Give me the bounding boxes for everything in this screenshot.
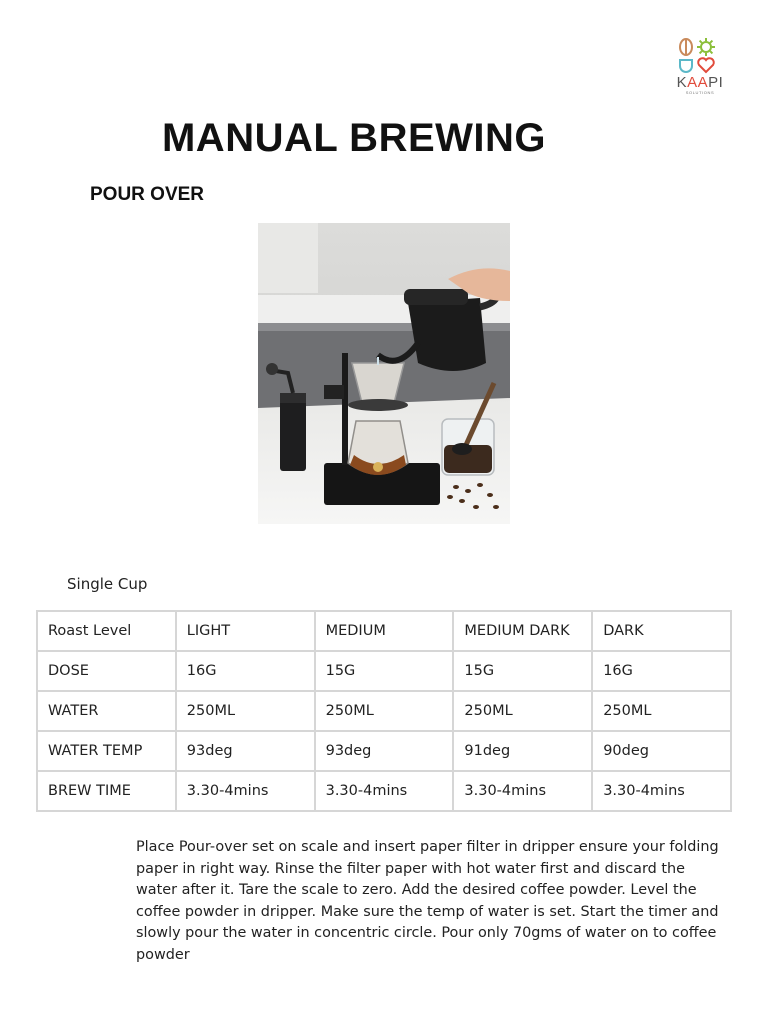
- page-title: MANUAL BREWING: [161, 116, 546, 160]
- table-cell: 93deg: [176, 731, 315, 771]
- table-cell: 3.30-4mins: [592, 771, 731, 811]
- table-cell: Roast Level: [37, 611, 176, 651]
- table-cell: 16G: [176, 651, 315, 691]
- table-cell: 15G: [453, 651, 592, 691]
- table-cell: 3.30-4mins: [453, 771, 592, 811]
- table-cell: DOSE: [37, 651, 176, 691]
- table-cell: WATER: [37, 691, 176, 731]
- logo-wordmark: KAAPI: [676, 74, 724, 91]
- table-cell: BREW TIME: [37, 771, 176, 811]
- logo-icons: [670, 34, 730, 74]
- table-cell: 15G: [315, 651, 454, 691]
- table-cell: 90deg: [592, 731, 731, 771]
- table-cell: 3.30-4mins: [315, 771, 454, 811]
- brand-logo: [670, 34, 730, 96]
- table-cell: 16G: [592, 651, 731, 691]
- brewing-instructions: Place Pour-over set on scale and insert paper filter in dripper ensure your folding paper in right way. Rinse the filter paper with hot water first and discard the water after it. Tare the scale to zero. Add the desired coffee powder. Level the coffee powder in dripper. Make sure the temp of water is set. Start the timer and slowly pour the water in concentric circle. Pour only 70gms of water on to coffee powder: [136, 839, 719, 963]
- table-cell: 91deg: [453, 731, 592, 771]
- brew-ratio-table: [36, 610, 732, 812]
- table-caption: Single Cup: [67, 575, 148, 593]
- table-cell: 3.30-4mins: [176, 771, 315, 811]
- table-row: [37, 691, 731, 731]
- table-cell: 250ML: [592, 691, 731, 731]
- table-cell: 93deg: [315, 731, 454, 771]
- table-cell: WATER TEMP: [37, 731, 176, 771]
- table-row: [37, 771, 731, 811]
- table-row: [37, 731, 731, 771]
- table-cell: 250ML: [315, 691, 454, 731]
- logo-tagline: SOLUTIONS: [685, 90, 715, 95]
- table-cell: DARK: [592, 611, 731, 651]
- table-cell: MEDIUM DARK: [453, 611, 592, 651]
- table-cell: 250ML: [176, 691, 315, 731]
- table-cell: MEDIUM: [315, 611, 454, 651]
- table-row: [37, 651, 731, 691]
- pour-over-photo: [258, 223, 510, 524]
- section-subtitle: POUR OVER: [90, 184, 205, 205]
- table-row: [37, 611, 731, 651]
- table-cell: 250ML: [453, 691, 592, 731]
- table-cell: LIGHT: [176, 611, 315, 651]
